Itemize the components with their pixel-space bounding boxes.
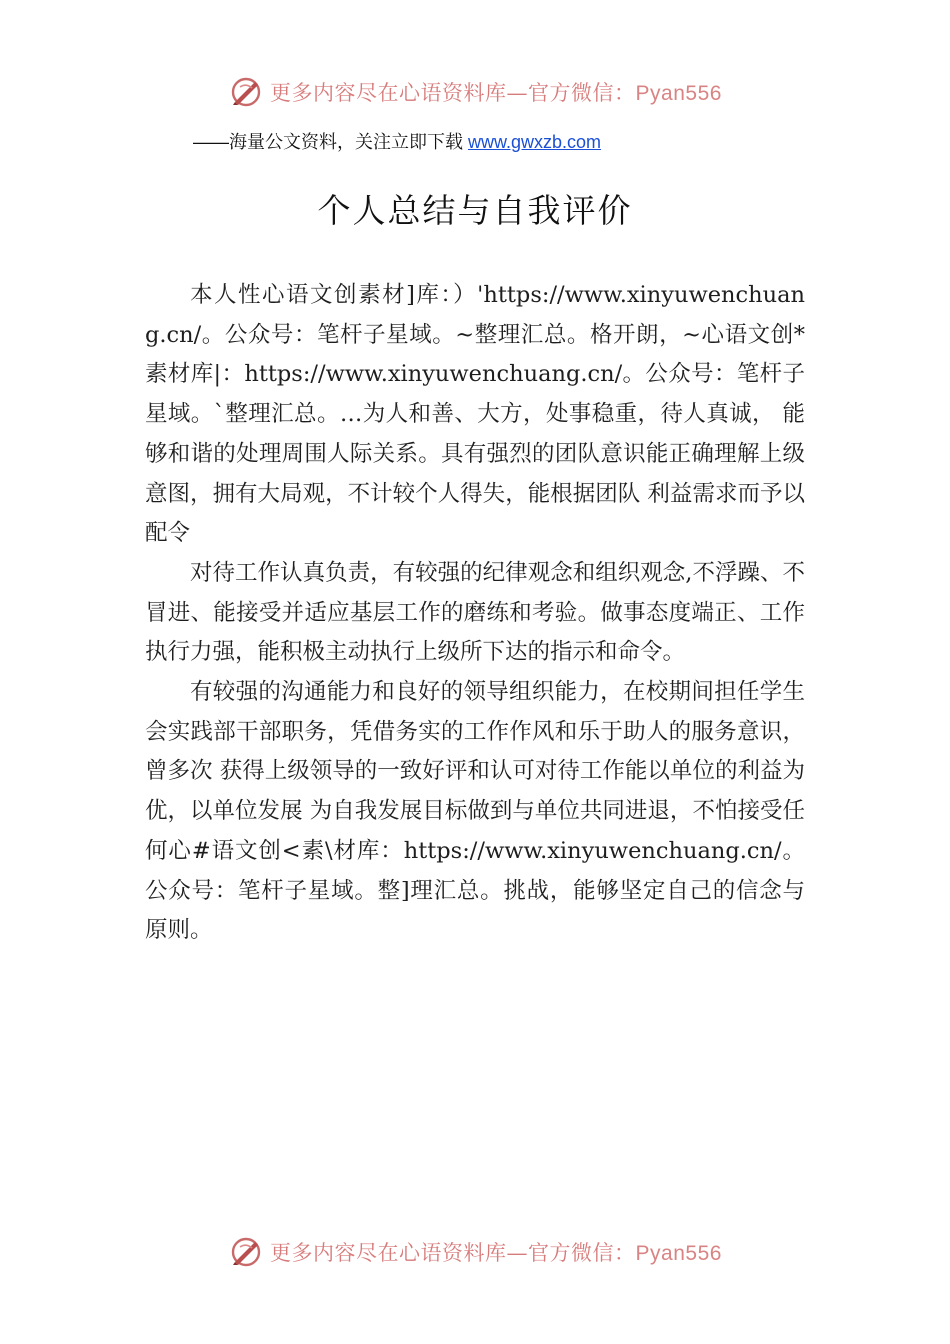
paragraph-3: 有较强的沟通能力和良好的领导组织能力，在校期间担任学生会实践部干部职务，凭借务实的工作作风和乐于助人的服务意识，曾多次 获得上级领导的一致好评和认可对待工作能以单位的利益为优，以单位发展 为自我发展目标做到与单位共同进退，不怕接受任何心#语文创<素\材库：https://www.xinyuwenchuang.cn/。公众号：笔杆子星域。整]理汇总。挑战，能够坚定自己的信念与原则。: [145, 679, 805, 944]
header-banner: [0, 72, 950, 112]
subline: [193, 128, 893, 154]
wechat-id: Pyan556: [635, 82, 722, 105]
banner-text: [270, 77, 722, 107]
paragraph-2: 对待工作认真负责，有较强的纪律观念和组织观念,不浮躁、不冒进、能接受并适应基层工作的磨练和考验。做事态度端正、工作执行力强，能积极主动执行上级所下达的指示和命令。: [145, 559, 805, 666]
banner-slogan: 更多内容尽在心语资料库—官方微信：: [270, 1241, 636, 1265]
document-title: 个人总结与自我评价: [317, 191, 633, 230]
banner-slogan: 更多内容尽在心语资料库—官方微信：: [270, 81, 636, 105]
paragraph-1: 本人性心语文创素材]库：）'https://www.xinyuwenchuang.cn/。公众号：笔杆子星域。~整理汇总。格开朗，~心语文创*素材库|：https://www.xinyuwenchuang.cn/。公众号：笔杆子星域。`整理汇总。…为人和善、大方，处事稳重，待人真诚， 能够和谐的处理周围人际关系。具有强烈的团队意识能正确理解上级意图，拥有大局观，不计较个人得失，能根据团队 利益需求而予以配令: [145, 282, 805, 547]
pen-circle-logo-icon: [228, 1234, 264, 1270]
subline-text: ——海量公文资料，关注立即下载: [193, 132, 468, 152]
footer-banner: [0, 1232, 950, 1272]
wechat-id: Pyan556: [635, 1242, 722, 1265]
document-body: [145, 276, 805, 951]
pen-circle-logo-icon: [228, 74, 264, 110]
banner-text: [270, 1237, 722, 1267]
website-link[interactable]: www.gwxzb.com: [468, 132, 602, 152]
